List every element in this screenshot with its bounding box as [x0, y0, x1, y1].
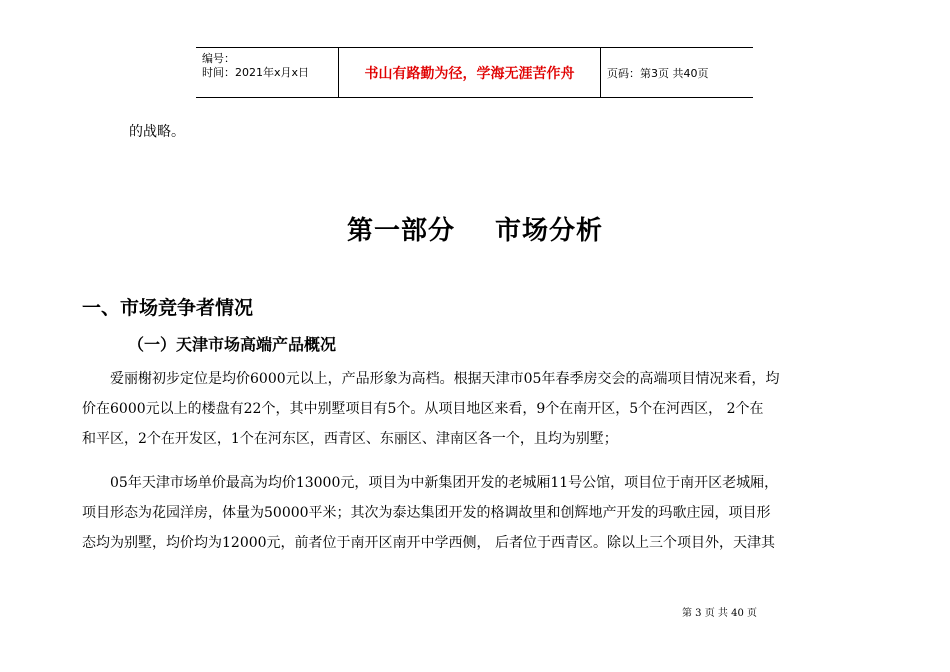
- continuation-text: 的战略。: [129, 124, 185, 140]
- part-title: [0, 210, 950, 247]
- header-meta: [196, 48, 339, 97]
- header-page-info: 页码：第3页 共40页: [607, 66, 709, 80]
- page-footer: 第 3 页 共 40 页: [682, 608, 757, 619]
- header-date: 时间：2021年x月x日: [202, 66, 310, 79]
- header-motto: 书山有路勤为径，学海无涯苦作舟: [339, 48, 601, 97]
- part-number: 第一部分: [346, 216, 455, 246]
- paragraph-1: [82, 364, 872, 454]
- header-number-label: 编号：: [202, 52, 235, 65]
- paragraph-line: 态均为别墅，均价均为12000元，前者位于南开区南开中学西侧， 后者位于西青区。除以上三个项目外，天津其: [82, 535, 775, 551]
- page-header: [196, 47, 753, 98]
- paragraph-line: 和平区，2个在开发区，1个在河东区，西青区、东丽区、津南区各一个，且均为别墅；: [82, 431, 618, 447]
- paragraph-line: 05年天津市场单价最高为均价13000元，项目为中新集团开发的老城厢11号公馆，项目位于南开区老城厢，: [82, 475, 779, 491]
- paragraph-line: 项目形态为花园洋房，体量为50000平米；其次为泰达集团开发的格调故里和创辉地产开发的玛歌庄园，项目形: [82, 505, 771, 521]
- part-name: 市场分析: [495, 216, 604, 246]
- paragraph-line: 爱丽榭初步定位是均价6000元以上，产品形象为高档。根据天津市05年春季房交会的高端项目情况来看，均: [82, 371, 780, 387]
- section-heading: 一、市场竞争者情况: [82, 297, 254, 319]
- paragraph-line: 价在6000元以上的楼盘有22个，其中别墅项目有5个。从项目地区来看，9个在南开区，5个在河西区， 2个在: [82, 401, 764, 417]
- paragraph-2: [82, 468, 872, 558]
- subsection-heading: （一）天津市场高端产品概况: [128, 335, 337, 354]
